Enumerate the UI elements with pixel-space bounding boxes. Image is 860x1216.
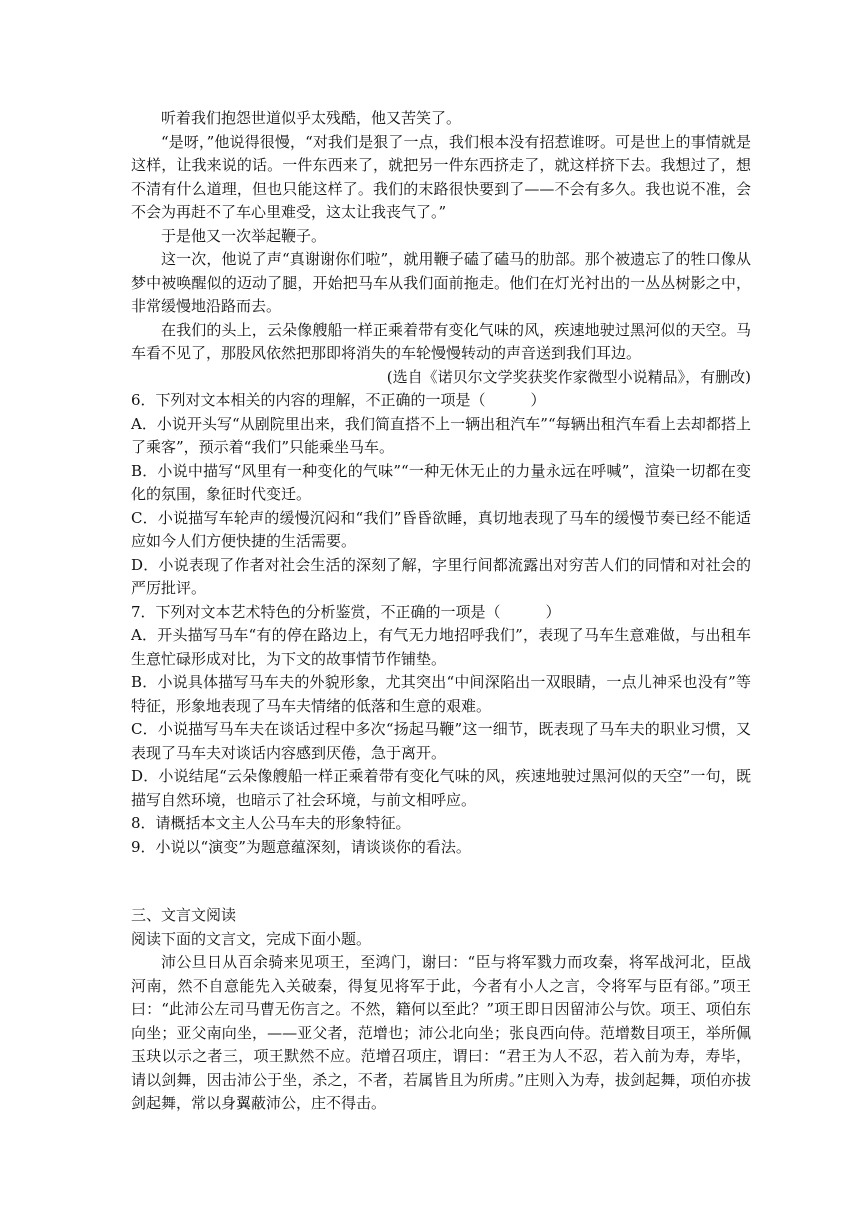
question-7-option-a: A．开头描写马车“有的停在路边上，有气无力地招呼我们”，表现了马车生意难做，与出租车生意忙碌形成对比，为下文的故事情节作铺垫。: [131, 626, 751, 668]
question-6-option-b: B．小说中描写“风里有一种变化的气味”“一种无休无止的力量永远在呼喊”，渲染一切都在变化的氛围，象征时代变迁。: [131, 461, 751, 503]
question-6: 6．下列对文本相关的内容的理解，不正确的一项是（ ）: [131, 391, 546, 409]
classical-passage: 沛公旦日从百余骑来见项王，至鸿门，谢曰：“臣与将军戮力而攻秦，将军战河北，臣战河南，然不自意能先入关破秦，得复见将军于此，今者有小人之言，令将军与臣有郤。”项王曰：“此沛公左司马曹无伤言之。不然，籍何以至此？”项王即日因留沛公与饮。项王、项伯东向坐；亚父南向坐，——亚父者，范增也；沛公北向坐；张良西向侍。范增数目项王，举所佩玉玦以示之者三，项王默然不应。范增召项庄，谓曰：“君王为人不忍，若入前为寿，寿毕，请以剑舞，因击沛公于坐，杀之，不者，若属皆且为所虏。”庄则入为寿，拔剑起舞，项伯亦拔剑起舞，常以身翼蔽沛公，庄不得击。: [131, 953, 751, 1112]
question-6-option-d: D．小说表现了作者对社会生活的深刻了解，字里行间都流露出对穷苦人们的同情和对社会的严厉批评。: [131, 555, 751, 597]
section-spacer: [131, 859, 751, 904]
story-paragraph-1: 听着我们抱怨世道似乎太残酷，他又苦笑了。: [161, 109, 462, 127]
story-source: (选自《诺贝尔文学奖获奖作家微型小说精品》，有删改): [386, 367, 751, 386]
question-7-option-c: C．小说描写马车夫在谈话过程中多次“扬起马鞭”这一细节，既表现了马车夫的职业习惯，又表现了马车夫对谈话内容感到厌倦，急于离开。: [131, 720, 751, 762]
story-paragraph-3: 于是他又一次举起鞭子。: [161, 226, 327, 245]
section-heading: 三、文言文阅读: [131, 906, 237, 924]
question-6-option-c: C．小说描写车轮声的缓慢沉闷和“我们”昏昏欲睡，真切地表现了马车的缓慢节奏已经不能适应如今人们方便快捷的生活需要。: [131, 508, 751, 550]
story-paragraph-5: 在我们的头上，云朵像艘船一样正乘着带有变化气味的风，疾速地驶过黑河似的天空。马车看不见了，那股风依然把那即将消失的车轮慢慢转动的声音送到我们耳边。: [131, 320, 751, 362]
question-9: 9．小说以“演变”为题意蕴深刻，请谈谈你的看法。: [131, 837, 471, 856]
page-content: [131, 107, 751, 1116]
story-paragraph-4: 这一次，他说了声“真谢谢你们啦”，就用鞭子磕了磕马的肋部。那个被遗忘了的牲口像从梦中被唤醒似的迈动了腿，开始把马车从我们面前拖走。他们在灯光衬出的一丛丛树影之中，非常缓慢地沿路而去。: [131, 250, 751, 315]
story-paragraph-2: “是呀，”他说得很慢，“对我们是狠了一点，我们根本没有招惹谁呀。可是世上的事情就是这样，让我来说的话。一件东西来了，就把另一件东西挤走了，就这样挤下去。我想过了，想不清有什么道理，但也只能这样了。我们的末路很快要到了——不会有多久。我也说不准，会不会为再赶不了车心里难受，这太让我丧气了。”: [131, 132, 751, 221]
question-8: 8．请概括本文主人公马车夫的形象特征。: [131, 814, 411, 832]
section-instruction: 阅读下面的文言文，完成下面小题。: [131, 929, 372, 948]
question-7-option-b: B．小说具体描写马车夫的外貌形象，尤其突出“中间深陷出一双眼睛，一点儿神采也没有”等特征，形象地表现了马车夫情绪的低落和生意的艰难。: [131, 673, 751, 715]
question-7-option-d: D．小说结尾“云朵像艘船一样正乘着带有变化气味的风，疾速地驶过黑河似的天空”一句，既描写自然环境，也暗示了社会环境，与前文相呼应。: [131, 767, 751, 809]
question-6-option-a: A．小说开头写“从剧院里出来，我们简直搭不上一辆出租汽车”“每辆出租汽车看上去却都搭上了乘客”，预示着“我们”只能乘坐马车。: [131, 414, 751, 456]
question-7: 7．下列对文本艺术特色的分析鉴赏，不正确的一项是（ ）: [131, 602, 561, 621]
